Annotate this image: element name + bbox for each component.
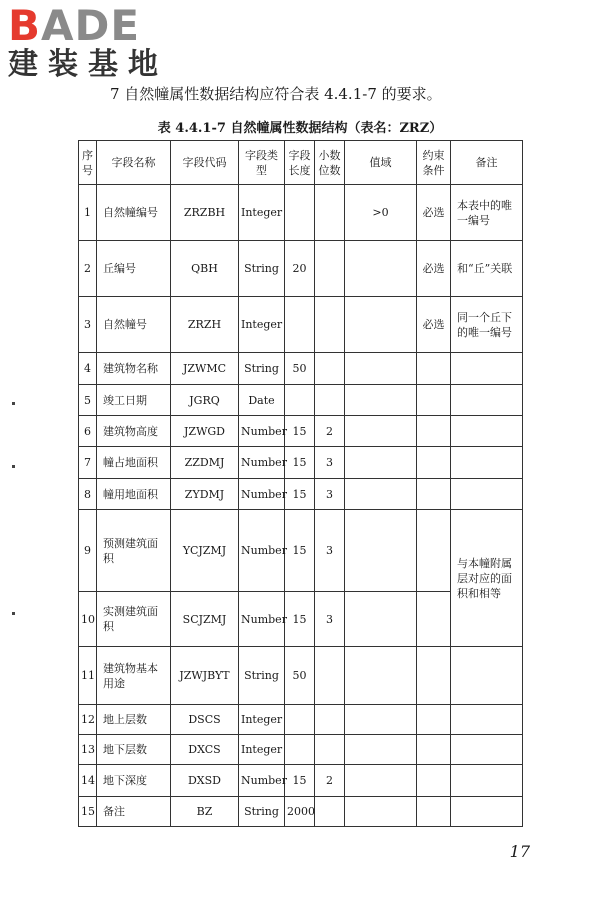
cell-field-type: String (239, 353, 285, 385)
cell-constraint (417, 353, 451, 385)
cell-decimals (315, 385, 345, 416)
scan-speck (12, 612, 15, 615)
cell-decimals (315, 185, 345, 241)
cell-field-code: QBH (171, 241, 239, 297)
table-row (79, 185, 523, 241)
cell-constraint (417, 797, 451, 827)
scan-speck (12, 465, 15, 468)
brand-wordmark-accent: B (8, 1, 42, 50)
cell-field-name: 地下层数 (97, 735, 171, 765)
cell-decimals (315, 241, 345, 297)
cell-field-type: Number (239, 510, 285, 592)
cell-field-length: 20 (285, 241, 315, 297)
cell-constraint (417, 647, 451, 705)
cell-field-name: 实测建筑面积 (97, 592, 171, 647)
cell-remark (451, 735, 523, 765)
cell-field-code: ZYDMJ (171, 479, 239, 510)
cell-field-name: 建筑物名称 (97, 353, 171, 385)
cell-field-type: Integer (239, 705, 285, 735)
cell-constraint (417, 385, 451, 416)
cell-field-code: YCJZMJ (171, 510, 239, 592)
cell-decimals (315, 353, 345, 385)
cell-field-type: String (239, 241, 285, 297)
table-header-row (79, 141, 523, 185)
cell-value-range (345, 385, 417, 416)
cell-value-range (345, 735, 417, 765)
cell-remark: 同一个丘下的唯一编号 (451, 297, 523, 353)
cell-value-range (345, 353, 417, 385)
cell-remark: 和“丘”关联 (451, 241, 523, 297)
cell-field-length (285, 735, 315, 765)
scan-speck (12, 402, 15, 405)
table-row (79, 416, 523, 447)
cell-constraint (417, 447, 451, 479)
cell-field-name: 自然幢号 (97, 297, 171, 353)
cell-constraint: 必选 (417, 185, 451, 241)
cell-no: 7 (79, 447, 97, 479)
cell-remark (451, 385, 523, 416)
cell-field-code: JGRQ (171, 385, 239, 416)
cell-no: 5 (79, 385, 97, 416)
cell-field-name: 预测建筑面积 (97, 510, 171, 592)
cell-no: 10 (79, 592, 97, 647)
table-row (79, 765, 523, 797)
cell-field-type: String (239, 797, 285, 827)
table-caption: 表 4.4.1-7 自然幢属性数据结构（表名：ZRZ） (157, 121, 443, 136)
cell-field-name: 竣工日期 (97, 385, 171, 416)
cell-field-code: ZRZH (171, 297, 239, 353)
header-no: 序号 (79, 141, 97, 185)
cell-no: 12 (79, 705, 97, 735)
cell-constraint (417, 735, 451, 765)
cell-remark (451, 353, 523, 385)
cell-field-type: Integer (239, 297, 285, 353)
cell-decimals: 3 (315, 510, 345, 592)
cell-field-code: SCJZMJ (171, 592, 239, 647)
cell-no: 6 (79, 416, 97, 447)
cell-field-name: 幢用地面积 (97, 479, 171, 510)
cell-value-range (345, 592, 417, 647)
cell-field-type: Integer (239, 735, 285, 765)
cell-field-type: Date (239, 385, 285, 416)
cell-field-name: 丘编号 (97, 241, 171, 297)
cell-field-code: DSCS (171, 705, 239, 735)
cell-field-type: Number (239, 416, 285, 447)
brand-wordmark-rest: ADE (41, 1, 141, 50)
header-field-type: 字段类型 (239, 141, 285, 185)
cell-no: 11 (79, 647, 97, 705)
cell-constraint (417, 765, 451, 797)
table-row (79, 510, 523, 592)
cell-field-type: Integer (239, 185, 285, 241)
cell-value-range (345, 479, 417, 510)
cell-decimals: 3 (315, 592, 345, 647)
cell-field-type: Number (239, 447, 285, 479)
table-row (79, 705, 523, 735)
header-field-code: 字段代码 (171, 141, 239, 185)
cell-field-length: 50 (285, 353, 315, 385)
cell-field-code: JZWJBYT (171, 647, 239, 705)
cell-value-range (345, 797, 417, 827)
cell-field-type: Number (239, 479, 285, 510)
cell-field-code: ZRZBH (171, 185, 239, 241)
cell-field-name: 地下深度 (97, 765, 171, 797)
cell-constraint: 必选 (417, 241, 451, 297)
cell-no: 14 (79, 765, 97, 797)
header-value-range: 值域 (345, 141, 417, 185)
cell-constraint: 必选 (417, 297, 451, 353)
brand-logo (8, 1, 178, 82)
cell-field-length: 15 (285, 592, 315, 647)
cell-decimals (315, 735, 345, 765)
cell-field-length: 15 (285, 765, 315, 797)
header-field-name: 字段名称 (97, 141, 171, 185)
cell-decimals: 3 (315, 447, 345, 479)
cell-field-length: 15 (285, 479, 315, 510)
table-row (79, 385, 523, 416)
header-field-length: 字段长度 (285, 141, 315, 185)
cell-field-code: DXCS (171, 735, 239, 765)
cell-field-code: JZWGD (171, 416, 239, 447)
cell-remark: 与本幢附属层对应的面积和相等 (451, 510, 523, 647)
cell-field-length: 15 (285, 510, 315, 592)
cell-remark (451, 765, 523, 797)
cell-no: 4 (79, 353, 97, 385)
brand-wordmark (8, 1, 178, 50)
cell-value-range (345, 447, 417, 479)
cell-value-range (345, 297, 417, 353)
cell-value-range (345, 416, 417, 447)
cell-remark (451, 416, 523, 447)
header-decimals: 小数位数 (315, 141, 345, 185)
cell-value-range (345, 510, 417, 592)
cell-field-code: ZZDMJ (171, 447, 239, 479)
cell-constraint (417, 416, 451, 447)
cell-field-type: Number (239, 765, 285, 797)
cell-field-name: 建筑物基本用途 (97, 647, 171, 705)
table-row (79, 447, 523, 479)
cell-remark (451, 447, 523, 479)
cell-remark (451, 647, 523, 705)
cell-field-length (285, 297, 315, 353)
cell-no: 3 (79, 297, 97, 353)
cell-field-length: 15 (285, 416, 315, 447)
table-row (79, 353, 523, 385)
cell-field-name: 备注 (97, 797, 171, 827)
cell-decimals (315, 797, 345, 827)
cell-field-length (285, 385, 315, 416)
cell-field-type: Number (239, 592, 285, 647)
cell-remark (451, 479, 523, 510)
cell-constraint (417, 510, 451, 592)
cell-remark: 本表中的唯一编号 (451, 185, 523, 241)
cell-field-length: 2000 (285, 797, 315, 827)
cell-value-range (345, 647, 417, 705)
table-row (79, 647, 523, 705)
cell-decimals (315, 705, 345, 735)
intro-paragraph: 7 自然幢属性数据结构应符合表 4.4.1-7 的要求。 (110, 85, 442, 103)
cell-field-code: BZ (171, 797, 239, 827)
cell-value-range: >0 (345, 185, 417, 241)
attribute-table (78, 140, 523, 827)
table-row (79, 241, 523, 297)
cell-field-code: JZWMC (171, 353, 239, 385)
cell-field-length: 15 (285, 447, 315, 479)
brand-tagline: 建装基地 (8, 47, 168, 82)
cell-field-name: 自然幢编号 (97, 185, 171, 241)
table-row (79, 479, 523, 510)
cell-constraint (417, 479, 451, 510)
cell-field-code: DXSD (171, 765, 239, 797)
cell-constraint (417, 705, 451, 735)
cell-no: 1 (79, 185, 97, 241)
header-constraint: 约束条件 (417, 141, 451, 185)
cell-field-type: String (239, 647, 285, 705)
table-row (79, 735, 523, 765)
cell-field-name: 地上层数 (97, 705, 171, 735)
cell-decimals: 2 (315, 765, 345, 797)
cell-no: 9 (79, 510, 97, 592)
cell-remark (451, 797, 523, 827)
cell-decimals (315, 297, 345, 353)
cell-field-name: 幢占地面积 (97, 447, 171, 479)
cell-value-range (345, 241, 417, 297)
cell-constraint (417, 592, 451, 647)
table-row (79, 297, 523, 353)
cell-field-name: 建筑物高度 (97, 416, 171, 447)
cell-no: 15 (79, 797, 97, 827)
cell-value-range (345, 705, 417, 735)
cell-field-length: 50 (285, 647, 315, 705)
cell-decimals: 3 (315, 479, 345, 510)
page-number: 17 (509, 842, 530, 861)
cell-remark (451, 705, 523, 735)
cell-no: 2 (79, 241, 97, 297)
cell-decimals (315, 647, 345, 705)
table-row (79, 797, 523, 827)
header-remark: 备注 (451, 141, 523, 185)
cell-field-length (285, 705, 315, 735)
cell-field-length (285, 185, 315, 241)
cell-no: 13 (79, 735, 97, 765)
cell-decimals: 2 (315, 416, 345, 447)
cell-no: 8 (79, 479, 97, 510)
cell-value-range (345, 765, 417, 797)
